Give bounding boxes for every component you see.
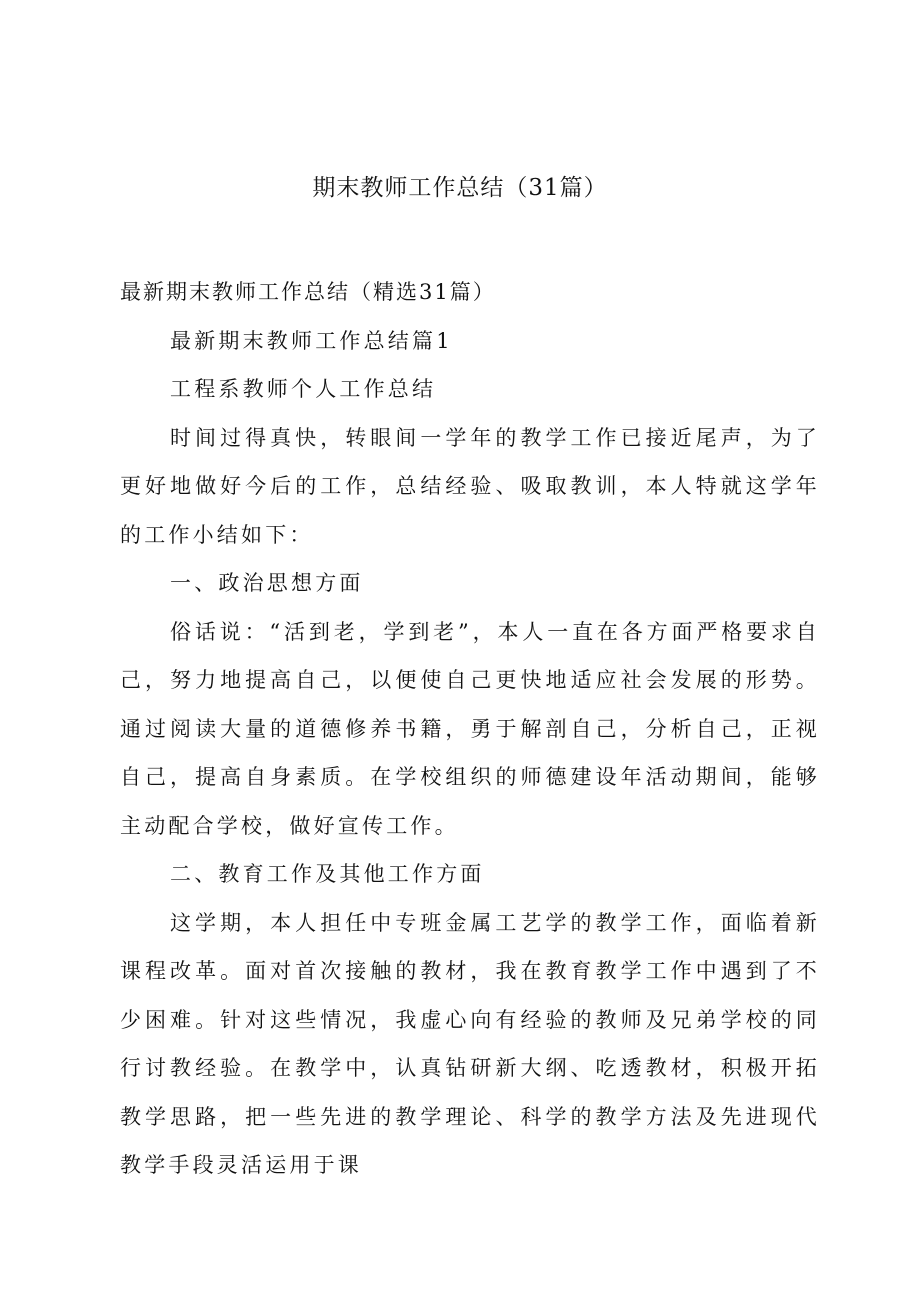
section-heading: 一、政治思想方面 (170, 571, 364, 595)
document-title: 期末教师工作总结（31篇） (312, 175, 608, 201)
article-heading: 工程系教师个人工作总结 (170, 377, 437, 401)
body-paragraph: 这学期，本人担任中专班金属工艺学的教学工作，面临着新课程改革。面对首次接触的教材，我在教育教学工作中遇到了不少困难。针对这些情况，我虚心向有经验的教师及兄弟学校的同行讨教经验。在教学中，认真钻研新大纲、吃透教材，积极开拓教学思路，把一些先进的教学理论、科学的教学方法及先进现代教学手段灵活运用于课 (120, 910, 820, 1177)
body-paragraph: 俗话说：“活到老，学到老”，本人一直在各方面严格要求自己，努力地提高自己，以便使自己更快地适应社会发展的形势。通过阅读大量的道德修养书籍，勇于解剖自己，分析自己，正视自己，提高自身素质。在学校组织的师德建设年活动期间，能够主动配合学校，做好宣传工作。 (120, 619, 820, 838)
document-body (120, 268, 820, 1190)
body-paragraph: 时间过得真快，转眼间一学年的教学工作已接近尾声，为了更好地做好今后的工作，总结经验、吸取教训，本人特就这学年的工作小结如下： (120, 425, 820, 547)
section-heading: 最新期末教师工作总结篇1 (170, 328, 453, 353)
section-heading: 二、教育工作及其他工作方面 (170, 862, 485, 886)
document-subtitle: 最新期末教师工作总结（精选31篇） (120, 280, 496, 304)
